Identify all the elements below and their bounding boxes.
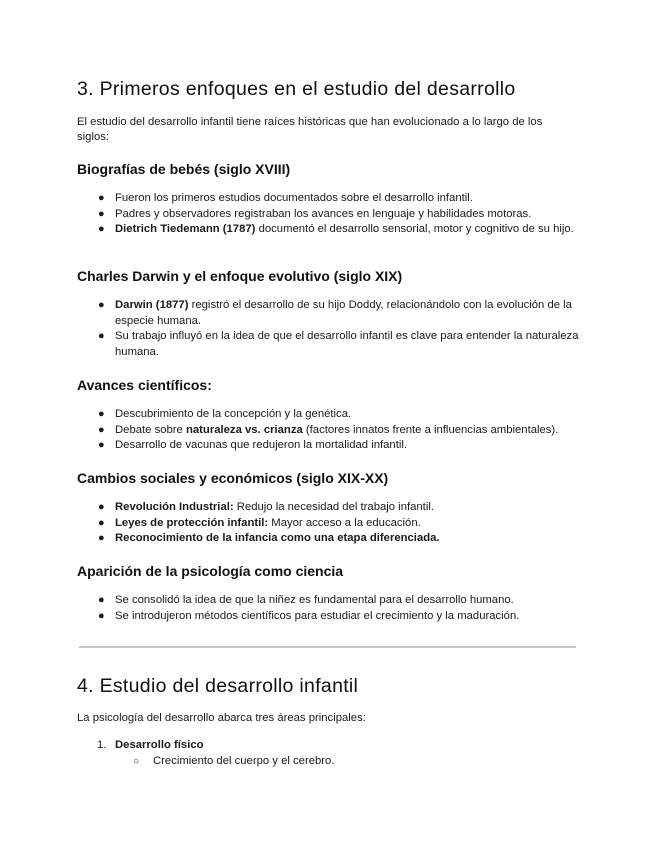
list-item: ● Desarrollo de vacunas que redujeron la mortalidad infantil. [77,438,587,454]
list-item: ● Darwin (1877) registró el desarrollo de su hijo Doddy, relacionándolo con la evolución de la especie humana. [98,299,572,327]
section-4-title: 4. Estudio del desarrollo infantil [77,675,359,697]
list-item: ● Se introdujeron métodos científicos para estudiar el crecimiento y la maduración. [77,609,587,625]
bullet-icon: ● [98,439,105,452]
list-avances [77,407,587,454]
heading-darwin: Charles Darwin y el enfoque evolutivo (siglo XIX) [77,268,403,284]
list-biografias [77,191,587,238]
section-3-intro: El estudio del desarrollo infantil tiene raíces históricas que han evolucionado a lo largo de los siglos: [77,116,543,143]
bullet-icon: ● [98,408,105,420]
list-cambios [77,500,587,547]
list-item: ● Descubrimiento de la concepción y la genética. [77,407,587,423]
list-item: ● Fueron los primeros estudios documentados sobre el desarrollo infantil. [77,191,587,207]
heading-cambios: Cambios sociales y económicos (siglo XIX-XX) [77,470,389,486]
bullet-icon: ● [98,594,105,606]
list-item: ● Debate sobre naturaleza vs. crianza (factores innatos frente a influencias ambientales). [77,423,587,439]
section-4-intro: La psicología del desarrollo abarca tres áreas principales: [77,712,366,724]
list-darwin [77,298,587,360]
list-item: ● Reconocimiento de la infancia como una etapa diferenciada. [77,531,587,547]
bullet-icon: ● [98,223,105,236]
list-item: ● Dietrich Tiedemann (1787) documentó el desarrollo sensorial, motor y cognitivo de su hijo. [77,222,587,238]
horizontal-divider [79,646,576,648]
heading-avances: Avances científicos: [77,377,212,393]
bullet-icon: ● [98,299,105,311]
list-number: 1. [97,739,107,751]
list-item: ● Leyes de protección infantil: Mayor acceso a la educación. [77,516,587,532]
bullet-icon: ● [98,330,105,343]
list-item: ● Se consolidó la idea de que la niñez es fundamental para el desarrollo humano. [77,593,587,609]
list-item: 1. Desarrollo físico ○ Crecimiento del cuerpo y el cerebro. [77,738,587,769]
sub-list [115,754,587,770]
list-item: ● Revolución Industrial: Redujo la necesidad del trabajo infantil. [77,500,587,516]
bullet-icon: ● [98,532,105,545]
heading-biografias: Biografías de bebés (siglo XVIII) [77,161,291,177]
section-3-title: 3. Primeros enfoques en el estudio del desarrollo [77,78,516,100]
bullet-icon: ● [98,423,105,436]
list-areas [77,738,587,769]
list-item: ● Padres y observadores registraban los avances en lenguaje y habilidades motoras. [77,207,587,223]
heading-psicologia: Aparición de la psicología como ciencia [77,563,344,579]
bullet-icon: ● [98,192,105,204]
bullet-icon: ● [98,501,105,513]
circle-bullet-icon: ○ [133,755,140,767]
list-psicologia [77,593,587,624]
sub-list-item: ○ Crecimiento del cuerpo y el cerebro. [115,754,587,770]
bullet-icon: ● [98,207,105,220]
list-item: ● Su trabajo influyó en la idea de que el desarrollo infantil es clave para entender la naturaleza humana. [98,330,579,358]
bullet-icon: ● [98,516,105,529]
bullet-icon: ● [98,609,105,622]
